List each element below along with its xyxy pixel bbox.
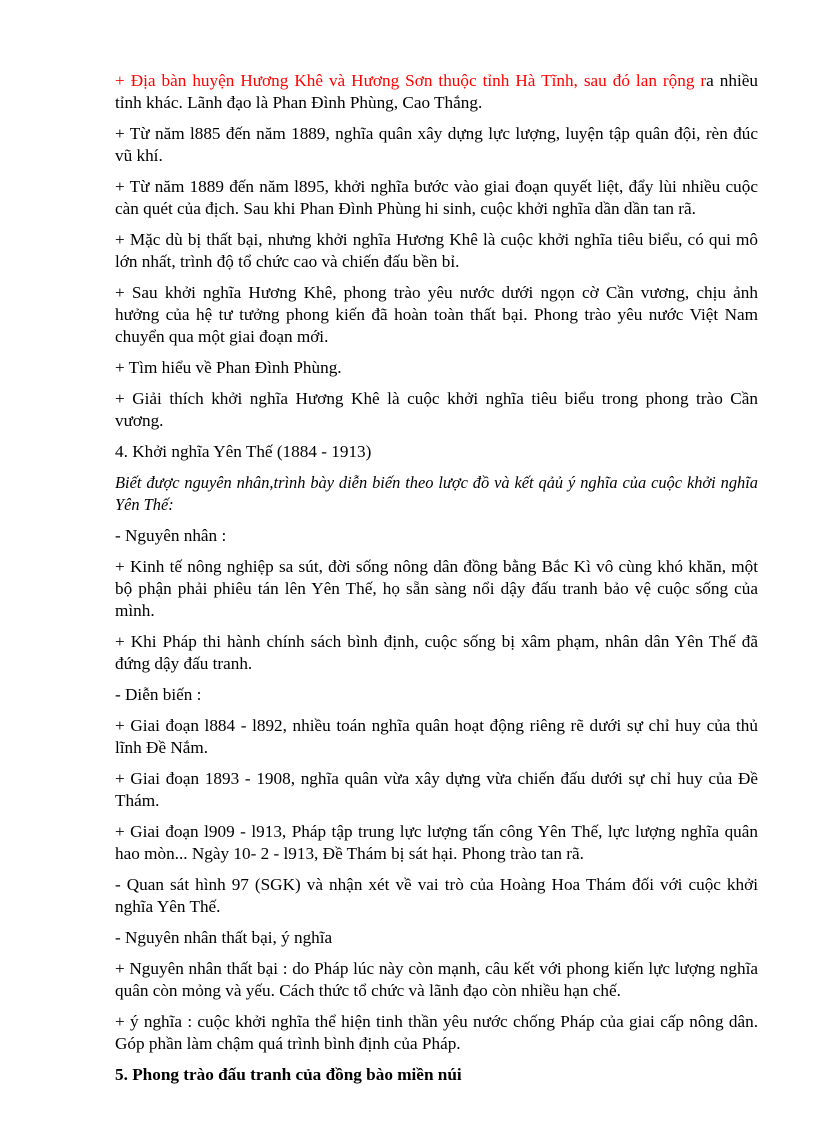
paragraph-huong-khe-area [115,70,758,114]
paragraph-phan-dinh-phung: + Tìm hiểu về Phan Đình Phùng. [115,358,342,377]
label-causes: - Nguyên nhân : [115,526,227,545]
label-developments: - Diễn biến : [115,685,202,704]
paragraph-1889-1895: + Từ năm 1889 đến năm l895, khởi nghĩa bước vào giai đoạn quyết liệt, đẩy lùi nhiều cuộc càn quét của địch. Sau khi Phan Đình Phùng hi sinh, cuộc khởi nghĩa dần dần tan rã. [115,177,758,218]
learning-objective: Biết được nguyên nhân,trình bày diễn biến theo lược đồ và kết qảủ ý nghĩa của cuộc khởi nghĩa Yên Thế: [115,473,758,514]
paragraph-1885-1889: + Từ năm l885 đến năm 1889, nghĩa quân xây dựng lực lượng, luyện tập quân đội, rèn đúc vũ khí. [115,124,758,165]
paragraph-phase-1909-1913: + Giai đoạn l909 - l913, Pháp tập trung lực lượng tấn công Yên Thế, lực lượng nghĩa quân hao mòn... Ngày 10- 2 - l913, Đề Thám bị sát hại. Phong trào tan rã. [115,822,758,863]
paragraph-continuation: a nhiều tỉnh khác. Lãnh đạo là Phan Đình Phùng, Cao Thắng. [115,71,758,112]
paragraph-phase-1884-1892: + Giai đoạn l884 - l892, nhiều toán nghĩa quân hoạt động riêng rẽ dưới sự chỉ huy của thủ lĩnh Đề Nắm. [115,716,758,757]
section-heading-mountain-movement: 5. Phong trào đấu tranh của đồng bào miền núi [115,1065,462,1084]
paragraph-phase-1893-1908: + Giai đoạn 1893 - 1908, nghĩa quân vừa xây dựng vừa chiến đấu dưới sự chỉ huy của Đề Thám. [115,769,758,810]
paragraph-failure-causes: + Nguyên nhân thất bại : do Pháp lúc này còn mạnh, câu kết với phong kiến lực lượng nghĩa quân còn mỏng và yếu. Cách thức tổ chức và lãnh đạo còn nhiều hạn chế. [115,959,758,1000]
label-failure-significance: - Nguyên nhân thất bại, ý nghĩa [115,928,333,947]
paragraph-explain-huong-khe: + Giải thích khởi nghĩa Hương Khê là cuộc khởi nghĩa tiêu biểu trong phong trào Cần vương. [115,389,758,430]
paragraph-economy: + Kinh tế nông nghiệp sa sút, đời sống nông dân đồng bằng Bắc Kì vô cùng khó khăn, một bộ phận phải phiêu tán lên Yên Thế, họ sẵn sàng nổi dậy đấu tranh bảo vệ cuộc sống của mình. [115,557,758,620]
highlighted-text: + Địa bàn huyện Hương Khê và Hương Sơn thuộc tỉnh Hà Tĩnh, sau đó lan rộng r [115,71,707,90]
paragraph-observe-figure-97: - Quan sát hình 97 (SGK) và nhận xét về vai trò của Hoàng Hoa Thám đối với cuộc khởi nghĩa Yên Thế. [115,875,758,916]
paragraph-pacification: + Khi Pháp thi hành chính sách bình định, cuộc sống bị xâm phạm, nhân dân Yên Thế đã đứng dậy đấu tranh. [115,632,758,673]
paragraph-after-huong-khe: + Sau khởi nghĩa Hương Khê, phong trào yêu nước dưới ngọn cờ Cần vương, chịu ảnh hưởng của hệ tư tưởng phong kiến đã hoàn toàn thất bại. Phong trào yêu nước Việt Nam chuyển qua một giai đoạn mới. [115,283,758,346]
section-heading-yen-the: 4. Khởi nghĩa Yên Thế (1884 - 1913) [115,442,372,461]
paragraph-significance: + ý nghĩa : cuộc khởi nghĩa thể hiện tinh thần yêu nước chống Pháp của giai cấp nông dân. Góp phần làm chậm quá trình bình định của Pháp. [115,1012,758,1053]
paragraph-huong-khe-significance: + Mặc dù bị thất bại, nhưng khởi nghĩa Hương Khê là cuộc khởi nghĩa tiêu biểu, có qui mô lớn nhất, trình độ tổ chức cao và chiến đấu bền bỉ. [115,230,758,271]
